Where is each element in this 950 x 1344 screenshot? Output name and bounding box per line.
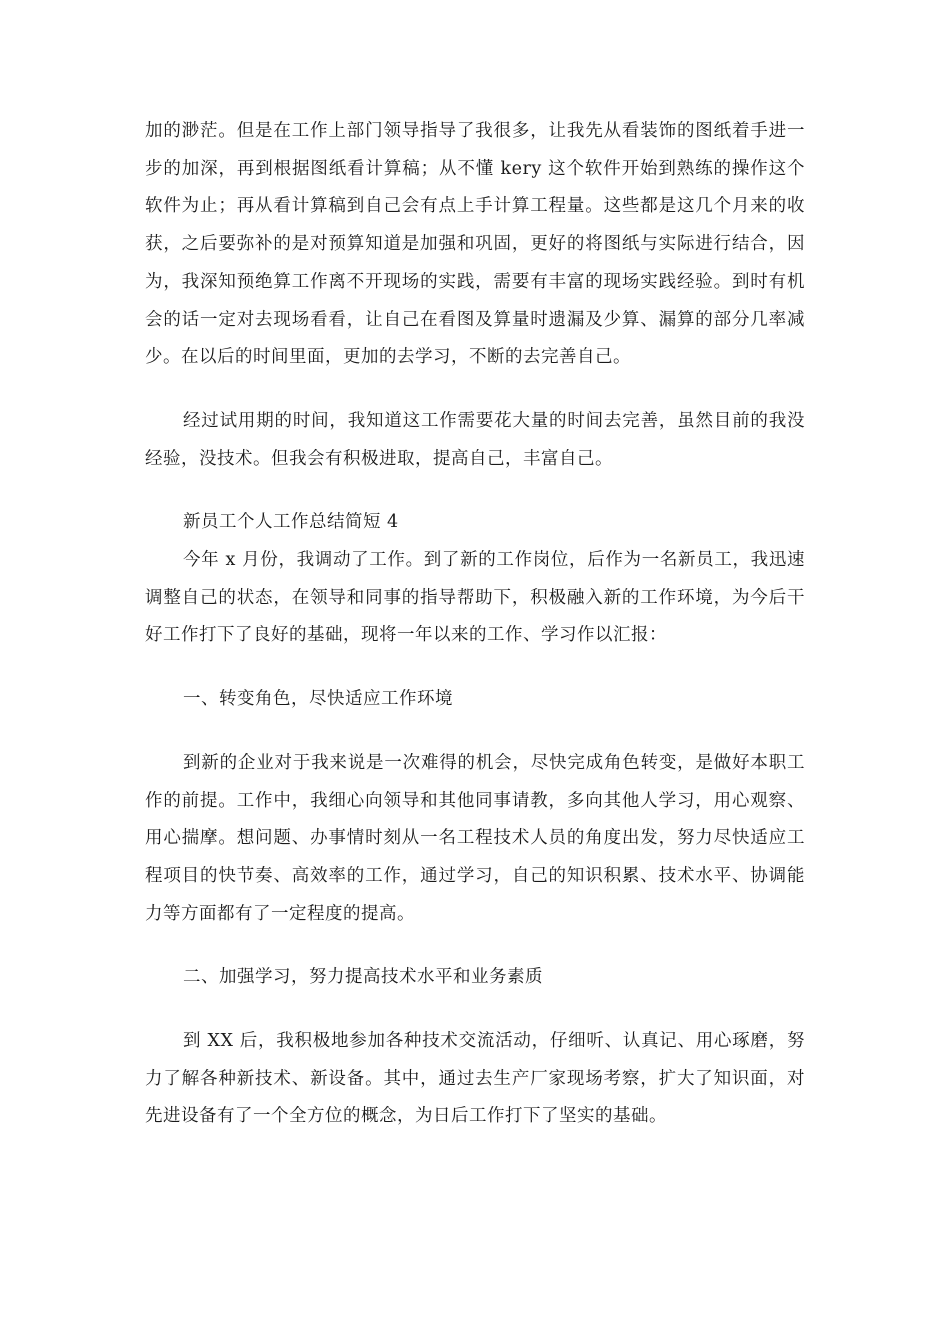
paragraph-intro: 今年 x 月份，我调动了工作。到了新的工作岗位，后作为一名新员工，我迅速调整自己的状态，在领导和同事的指导帮助下，积极融入新的工作环境，为今后干好工作打下了良好的基础，现将一年以来的工作、学习作以汇报： — [145, 550, 805, 646]
paragraph-continuation: 加的渺茫。但是在工作上部门领导指导了我很多，让我先从看装饰的图纸着手进一步的加深，再到根据图纸看计算稿；从不懂 kery 这个软件开始到熟练的操作这个软件为止；再从看计算稿到自己会有点上手计算工程量。这些都是这几个月来的收获，之后要弥补的是对预算知道是加强和巩固，更好的将图纸与实际进行结合，因为，我深知预绝算工作离不开现场的实践，需要有丰富的现场实践经验。到时有机会的话一定对去现场看看，让自己在看图及算量时遗漏及少算、漏算的部分几率减少。在以后的时间里面，更加的去学习，不断的去完善自己。 — [145, 121, 805, 368]
heading-two: 二、加强学习，努力提高技术水平和业务素质 — [183, 967, 543, 988]
document-body — [145, 113, 805, 1136]
heading-one: 一、转变角色，尽快适应工作环境 — [183, 689, 453, 710]
paragraph-role-change: 到新的企业对于我来说是一次难得的机会，尽快完成角色转变，是做好本职工作的前提。工作中，我细心向领导和其他同事请教，多向其他人学习，用心观察、用心揣摩。想问题、办事情时刻从一名工程技术人员的角度出发，努力尽快适应工程项目的快节奏、高效率的工作，通过学习，自己的知识积累、技术水平、协调能力等方面都有了一定程度的提高。 — [145, 752, 805, 924]
paragraph-learning: 到 XX 后，我积极地参加各种技术交流活动，仔细听、认真记、用心琢磨，努力了解各种新技术、新设备。其中，通过去生产厂家现场考察，扩大了知识面，对先进设备有了一个全方位的概念，为日后工作打下了坚实的基础。 — [145, 1031, 805, 1127]
section-title: 新员工个人工作总结简短 4 — [183, 512, 399, 533]
paragraph-probation-summary: 经过试用期的时间，我知道这工作需要花大量的时间去完善，虽然目前的我没经验，没技术。但我会有积极进取，提高自己，丰富自己。 — [145, 410, 805, 469]
